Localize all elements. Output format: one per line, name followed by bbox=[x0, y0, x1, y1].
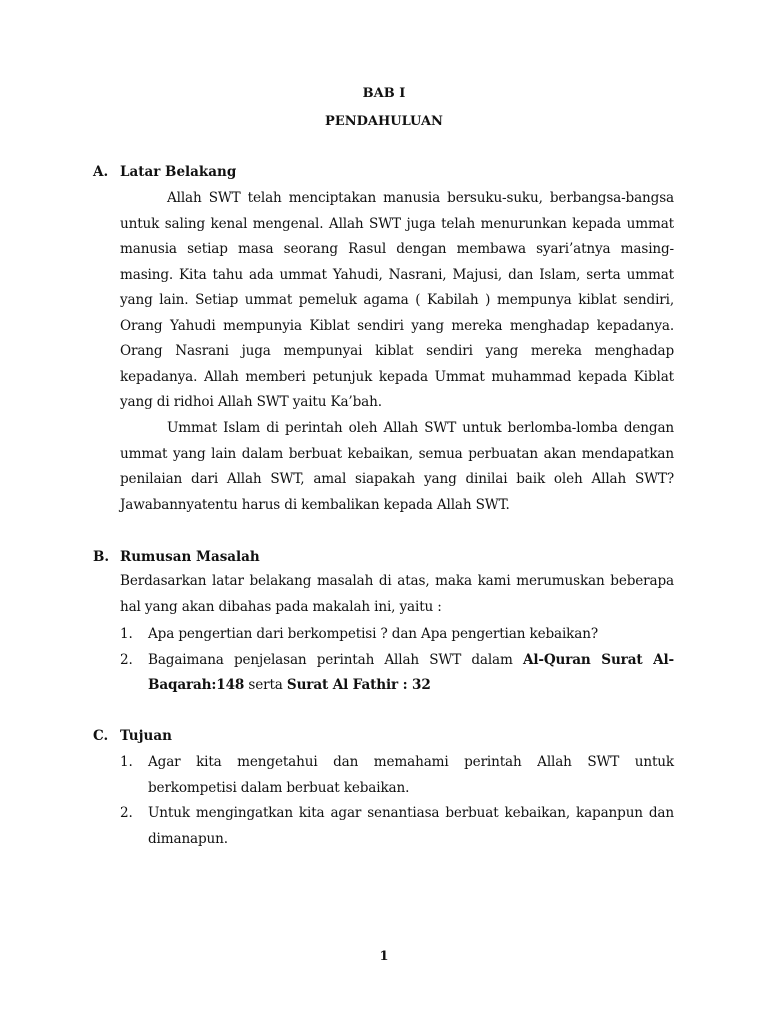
list-item bbox=[120, 750, 674, 801]
section-b-list bbox=[120, 622, 674, 699]
section-c-letter: C. bbox=[93, 728, 109, 744]
chapter-title: PENDAHULUAN bbox=[325, 114, 443, 129]
page-number: 1 bbox=[379, 949, 389, 964]
list-item bbox=[120, 801, 674, 852]
section-c-list bbox=[120, 750, 674, 852]
list-item bbox=[120, 622, 674, 648]
section-a-letter: A. bbox=[93, 164, 109, 180]
list-item bbox=[120, 648, 674, 699]
list-text: Apa pengertian dari berkompetisi ? dan Apa pengertian kebaikan? bbox=[148, 626, 598, 642]
section-a-paragraph-2: Ummat Islam di perintah oleh Allah SWT untuk berlomba-lomba dengan ummat yang lain dalam berbuat kebaikan, semua perbuatan akan mendapatkan penilaian dari Allah SWT, amal siapakah yang dinilai baik oleh Allah SWT? Jawabannyatentu harus di kembalikan kepada Allah SWT. bbox=[120, 420, 674, 513]
section-a-paragraph-1: Allah SWT telah menciptakan manusia bersuku-suku, berbangsa-bangsa untuk saling kenal mengenal. Allah SWT juga telah menurunkan kepada ummat manusia setiap masa seorang Rasul dengan membawa syari’atnya masing-masing. Kita tahu ada ummat Yahudi, Nasrani, Majusi, dan Islam, serta ummat yang lain. Setiap ummat pemeluk agama ( Kabilah ) mempunya kiblat sendiri, Orang Yahudi mempunyia Kiblat sendiri yang mereka menghadap kepadanya. Orang Nasrani juga mempunyai kiblat sendiri yang mereka menghadap kepadanya. Allah memberi petunjuk kepada Ummat muhammad kepada Kiblat yang di ridhoi Allah SWT yaitu Ka’bah. bbox=[120, 190, 674, 410]
reference-bold: Al-Quran Surat Al-Baqarah:148 bbox=[148, 651, 675, 693]
section-b-intro: Berdasarkan latar belakang masalah di atas, maka kami merumuskan beberapa hal yang akan dibahas pada makalah ini, yaitu : bbox=[120, 573, 674, 615]
list-number: 1. bbox=[120, 626, 133, 642]
section-c-title: Tujuan bbox=[120, 728, 172, 744]
section-a-title: Latar Belakang bbox=[120, 164, 237, 180]
list-text: serta bbox=[244, 677, 287, 693]
list-number: 2. bbox=[120, 651, 133, 668]
list-text: Agar kita mengetahui dan memahami perintah Allah SWT untuk berkompetisi dalam berbuat kebaikan. bbox=[148, 754, 674, 796]
section-b-title: Rumusan Masalah bbox=[120, 549, 260, 565]
list-number: 2. bbox=[120, 805, 133, 821]
section-b-letter: B. bbox=[93, 549, 110, 565]
reference-bold: Surat Al Fathir : 32 bbox=[286, 677, 431, 693]
list-number: 1. bbox=[120, 754, 133, 770]
chapter-heading: BAB I bbox=[362, 86, 406, 101]
list-text: Untuk mengingatkan kita agar senantiasa berbuat kebaikan, kapanpun dan dimanapun. bbox=[148, 805, 674, 847]
list-text: Bagaimana penjelasan perintah Allah SWT dalam bbox=[148, 651, 523, 668]
